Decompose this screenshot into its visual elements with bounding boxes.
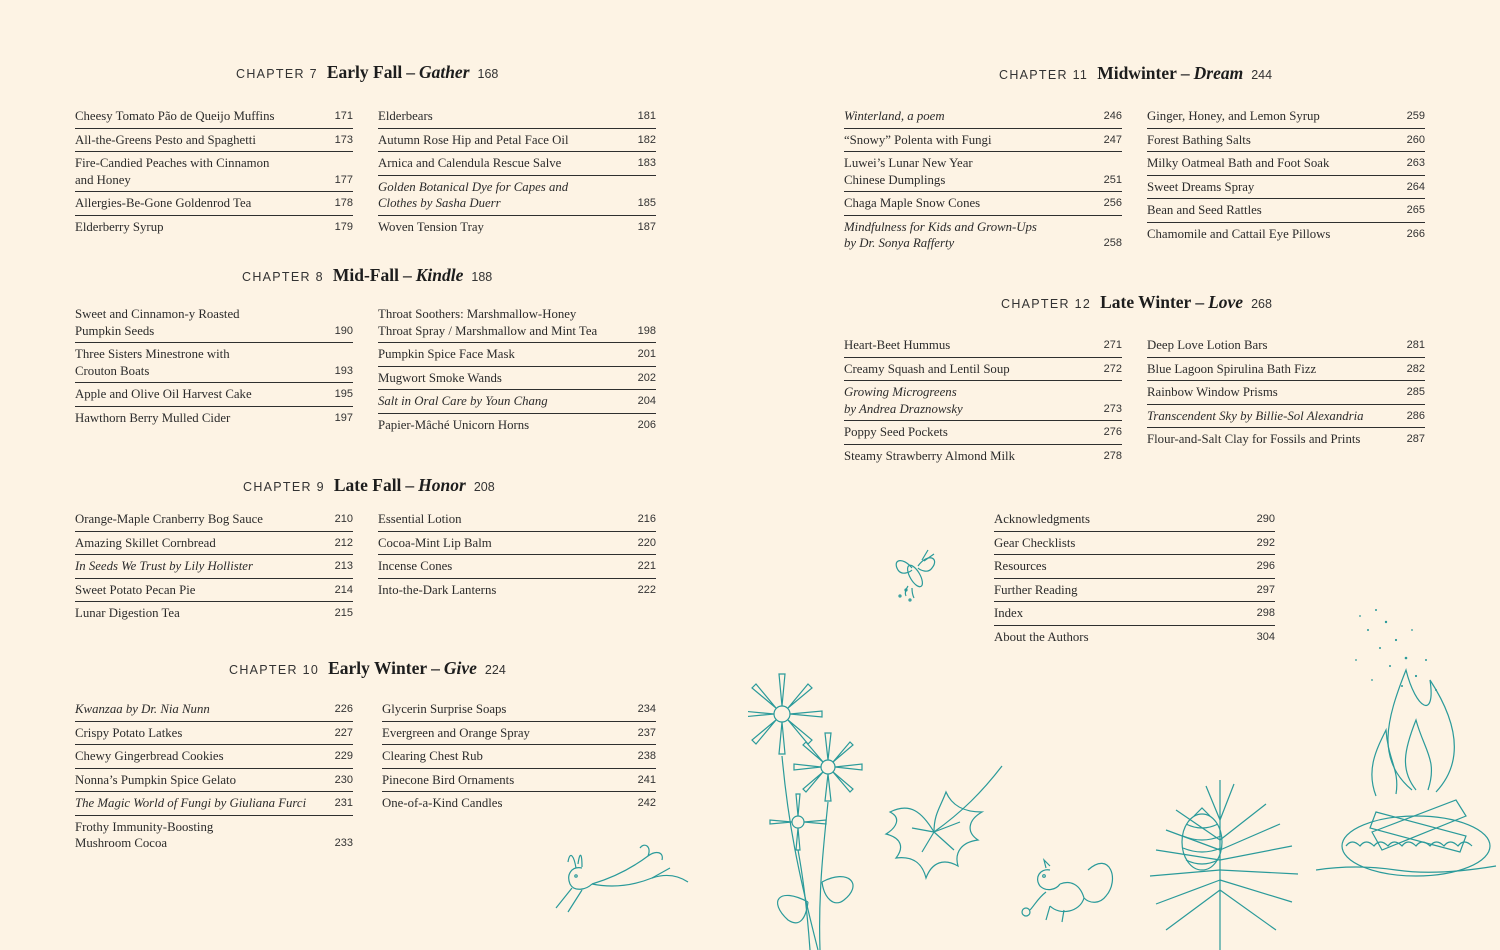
chapter-label: CHAPTER 12: [1001, 297, 1092, 311]
chapter-9-col-2: [378, 511, 656, 604]
toc-entry-title: Gear Checklists: [994, 535, 1076, 550]
toc-entry-title: Frothy Immunity-Boosting Mushroom Cocoa: [75, 819, 214, 850]
toc-entry-page: 298: [1256, 607, 1275, 619]
toc-entry-title: All-the-Greens Pesto and Spaghetti: [75, 132, 256, 147]
toc-entry-page: 276: [1103, 426, 1122, 438]
toc-entry-page: 290: [1256, 513, 1275, 525]
toc-entry: [378, 219, 656, 239]
firefly-icon: [884, 546, 946, 606]
chapter-dash: –: [402, 265, 412, 285]
toc-entry-title: Elderberry Syrup: [75, 219, 164, 234]
toc-entry-title: Pumpkin Spice Face Mask: [378, 347, 515, 361]
toc-entry-page: 212: [334, 536, 353, 549]
chapter-theme: Gather: [418, 62, 470, 82]
toc-entry-page: 278: [1103, 449, 1122, 462]
toc-entry-title: Hawthorn Berry Mulled Cider: [75, 410, 231, 425]
toc-entry: [1147, 337, 1425, 358]
toc-entry-title: About the Authors: [994, 629, 1089, 644]
chapter-dash: –: [1195, 292, 1205, 312]
toc-entry-title: Arnica and Calendula Rescue Salve: [378, 156, 562, 170]
toc-entry: [75, 819, 353, 855]
toc-entry-page: 190: [334, 324, 353, 337]
toc-entry-title: Transcendent Sky by Billie-Sol Alexandria: [1147, 408, 1364, 423]
toc-entry: [1147, 132, 1425, 153]
toc-entry-page: 179: [334, 220, 353, 233]
toc-entry: [75, 386, 353, 407]
toc-entry-title: Pinecone Bird Ornaments: [382, 772, 515, 787]
toc-entry: [378, 132, 656, 153]
chapter-12-col-2: [1147, 337, 1425, 454]
toc-entry-title: Nonna’s Pumpkin Spice Gelato: [75, 772, 237, 787]
toc-entry-title: Growing Microgreens by Andrea Draznowsky: [844, 385, 963, 416]
toc-entry-page: 198: [637, 324, 656, 337]
toc-entry-page: 227: [334, 726, 353, 739]
toc-entry-title: Bean and Seed Rattles: [1147, 203, 1262, 217]
chapter-label: CHAPTER 10: [229, 663, 320, 677]
toc-entry-page: 258: [1103, 237, 1122, 249]
toc-entry: [382, 701, 656, 722]
toc-entry: [75, 410, 353, 430]
chapter-10-col-2: [382, 701, 656, 818]
toc-entry-page: 292: [1256, 536, 1275, 549]
toc-entry-title: Kwanzaa by Dr. Nia Nunn: [75, 702, 210, 716]
toc-entry-page: 230: [334, 773, 353, 786]
toc-entry-page: 285: [1406, 386, 1425, 398]
chapter-title: Late Winter: [1100, 292, 1192, 312]
pinecone-icon: [1136, 780, 1304, 950]
toc-entry-title: One-of-a-Kind Candles: [382, 796, 503, 810]
toc-entry-title: Rainbow Window Prisms: [1147, 385, 1278, 399]
toc-entry-title: Sweet Potato Pecan Pie: [75, 582, 196, 597]
toc-entry-page: 215: [334, 607, 353, 619]
toc-entry: [75, 195, 353, 216]
toc-entry: [844, 448, 1122, 468]
chapter-theme: Love: [1208, 292, 1244, 312]
toc-entry-page: 264: [1406, 180, 1425, 193]
toc-entry-title: Ginger, Honey, and Lemon Syrup: [1147, 109, 1320, 123]
toc-entry: [844, 384, 1122, 421]
toc-entry: [75, 701, 353, 722]
toc-entry-title: Steamy Strawberry Almond Milk: [844, 448, 1015, 463]
toc-entry-title: Throat Soothers: Marshmallow-Honey Throat Spray / Marshmallow and Mint Tea: [378, 307, 598, 338]
chapter-theme: Dream: [1193, 63, 1244, 83]
toc-entry: [75, 772, 353, 793]
toc-entry-title: Flour-and-Salt Clay for Fossils and Prints: [1147, 432, 1361, 446]
chapter-12-heading: [1001, 292, 1272, 313]
toc-entry-page: 229: [334, 750, 353, 762]
toc-entry-title: Papier-Mâché Unicorn Horns: [378, 417, 530, 432]
toc-entry-title: The Magic World of Fungi by Giuliana Furci: [75, 796, 307, 810]
toc-entry-page: 247: [1103, 133, 1122, 146]
toc-entry-title: Elderbears: [378, 109, 433, 123]
toc-entry-title: Fire-Candied Peaches with Cinnamon and Honey: [75, 156, 270, 187]
toc-entry-title: Mindfulness for Kids and Grown-Ups by Dr. Sonya Rafferty: [844, 219, 1037, 250]
chapter-page: 224: [484, 663, 506, 677]
toc-entry-title: Into-the-Dark Lanterns: [378, 582, 497, 597]
toc-entry: [844, 155, 1122, 192]
toc-entry: [75, 605, 353, 625]
toc-entry-title: Chewy Gingerbread Cookies: [75, 749, 224, 763]
toc-entry: [382, 795, 656, 815]
toc-entry-page: 185: [637, 197, 656, 209]
toc-entry: [844, 361, 1122, 382]
chapter-11-col-1: [844, 108, 1122, 258]
toc-entry: [75, 535, 353, 556]
chapter-theme: Honor: [418, 475, 466, 495]
toc-entry-title: Sweet Dreams Spray: [1147, 179, 1255, 194]
toc-entry: [378, 346, 656, 367]
toc-entry-page: 272: [1103, 362, 1122, 375]
toc-entry-page: 237: [637, 726, 656, 739]
chipmunk-icon: [1010, 840, 1120, 924]
toc-entry-page: 296: [1256, 560, 1275, 572]
toc-entry: [382, 725, 656, 746]
toc-entry-page: 216: [637, 513, 656, 525]
toc-entry-title: Golden Botanical Dye for Capes and Clothes by Sasha Duerr: [378, 179, 569, 210]
chapter-dash: –: [405, 475, 415, 495]
toc-entry-page: 181: [637, 110, 656, 122]
toc-entry-title: Incense Cones: [378, 559, 453, 573]
toc-entry: [382, 772, 656, 793]
toc-entry: [75, 108, 353, 129]
toc-entry: [1147, 361, 1425, 382]
toc-entry: [75, 748, 353, 769]
chapter-theme: Give: [443, 658, 477, 678]
toc-entry-title: Resources: [994, 559, 1047, 573]
toc-entry: [994, 605, 1275, 626]
toc-entry-page: 260: [1406, 133, 1425, 146]
toc-entry-page: 263: [1406, 157, 1425, 169]
toc-entry: [1147, 155, 1425, 176]
toc-entry-title: Three Sisters Minestrone with Crouton Boats: [75, 347, 230, 378]
toc-entry: [1147, 431, 1425, 451]
toc-entry-title: Glycerin Surprise Soaps: [382, 702, 507, 716]
toc-entry: [75, 725, 353, 746]
toc-entry: [75, 346, 353, 383]
toc-entry: [1147, 179, 1425, 200]
toc-entry-page: 256: [1103, 197, 1122, 209]
toc-entry-page: 238: [637, 750, 656, 762]
toc-entry: [378, 306, 656, 343]
toc-entry-page: 281: [1406, 339, 1425, 351]
toc-entry-page: 286: [1406, 409, 1425, 422]
toc-entry-title: Forest Bathing Salts: [1147, 132, 1251, 147]
toc-entry-page: 204: [637, 395, 656, 407]
chapter-7-col-2: [378, 108, 656, 241]
toc-entry: [844, 337, 1122, 358]
toc-entry: [994, 535, 1275, 556]
rabbit-icon: [552, 838, 692, 918]
toc-entry: [1147, 408, 1425, 429]
chapter-title: Mid-Fall: [332, 265, 399, 285]
chapter-dash: –: [1180, 63, 1190, 83]
toc-entry: [994, 629, 1275, 649]
toc-entry: [1147, 384, 1425, 405]
toc-entry-page: 187: [637, 220, 656, 233]
chapter-8-heading: [242, 265, 492, 286]
toc-entry-title: Blue Lagoon Spirulina Bath Fizz: [1147, 361, 1317, 376]
toc-entry-page: 193: [334, 364, 353, 377]
toc-entry: [844, 108, 1122, 129]
toc-entry: [378, 179, 656, 216]
toc-entry: [994, 558, 1275, 579]
toc-entry: [1147, 202, 1425, 223]
toc-entry: [378, 417, 656, 437]
toc-entry-page: 214: [334, 583, 353, 596]
toc-entry-title: In Seeds We Trust by Lily Hollister: [75, 559, 253, 573]
toc-entry: [75, 219, 353, 239]
toc-entry-title: Cheesy Tomato Pão de Queijo Muffins: [75, 109, 275, 123]
toc-entry-page: 220: [637, 536, 656, 549]
toc-entry: [378, 558, 656, 579]
toc-entry: [1147, 226, 1425, 246]
toc-entry-page: 297: [1256, 583, 1275, 596]
toc-entry: [75, 155, 353, 192]
chapter-11-heading: [999, 63, 1272, 84]
chapter-page: 188: [471, 270, 493, 284]
toc-entry-page: 233: [334, 837, 353, 849]
chapter-11-col-2: [1147, 108, 1425, 248]
toc-entry-title: Cocoa-Mint Lip Balm: [378, 535, 492, 550]
chapter-page: 168: [477, 67, 499, 81]
chapter-dash: –: [406, 62, 415, 82]
toc-entry: [994, 511, 1275, 532]
toc-entry-page: 201: [637, 348, 656, 360]
toc-entry-title: Evergreen and Orange Spray: [382, 725, 530, 740]
flowers-icon: [748, 672, 888, 950]
chapter-page: 244: [1251, 68, 1273, 82]
chapter-title: Midwinter: [1097, 63, 1177, 83]
toc-entry-page: 177: [334, 173, 353, 186]
toc-entry-page: 221: [637, 560, 656, 572]
toc-entry-title: Creamy Squash and Lentil Soup: [844, 361, 1010, 376]
toc-entry-title: Autumn Rose Hip and Petal Face Oil: [378, 132, 569, 147]
toc-entry-title: Winterland, a poem: [844, 109, 945, 123]
toc-entry-title: Apple and Olive Oil Harvest Cake: [75, 387, 252, 401]
toc-entry-page: 287: [1406, 433, 1425, 445]
toc-entry-title: Crispy Potato Latkes: [75, 725, 183, 740]
toc-entry: [75, 582, 353, 603]
toc-entry: [378, 535, 656, 556]
toc-entry-page: 271: [1103, 339, 1122, 351]
backmatter-list: [994, 511, 1275, 651]
toc-entry: [75, 132, 353, 153]
toc-entry-page: 171: [334, 110, 353, 122]
toc-entry: [382, 748, 656, 769]
toc-entry-page: 242: [637, 797, 656, 809]
toc-entry: [378, 582, 656, 602]
chapter-label: CHAPTER 8: [242, 270, 324, 284]
toc-entry-page: 282: [1406, 362, 1425, 375]
toc-entry-title: Milky Oatmeal Bath and Foot Soak: [1147, 156, 1330, 170]
toc-entry: [844, 195, 1122, 216]
toc-entry-page: 251: [1103, 173, 1122, 186]
toc-entry-page: 231: [334, 797, 353, 809]
chapter-label: CHAPTER 7: [236, 67, 318, 81]
toc-entry: [844, 424, 1122, 445]
toc-entry: [75, 558, 353, 579]
chapter-title: Early Winter: [328, 658, 428, 678]
toc-entry-title: Amazing Skillet Cornbread: [75, 535, 216, 550]
toc-entry-page: 259: [1406, 110, 1425, 122]
toc-entry-title: Orange-Maple Cranberry Bog Sauce: [75, 512, 263, 526]
campfire-icon: [1316, 600, 1500, 900]
toc-entry-title: Poppy Seed Pockets: [844, 425, 948, 439]
toc-entry-title: Allergies-Be-Gone Goldenrod Tea: [75, 196, 252, 210]
toc-entry-page: 213: [334, 560, 353, 572]
toc-entry: [378, 393, 656, 414]
toc-entry-page: 182: [637, 133, 656, 146]
toc-entry-page: 173: [334, 133, 353, 146]
toc-entry-title: Luwei’s Lunar New Year Chinese Dumplings: [844, 156, 973, 187]
toc-entry-title: Heart-Beet Hummus: [844, 338, 951, 352]
toc-entry-page: 273: [1103, 402, 1122, 415]
chapter-10-col-1: [75, 701, 353, 858]
toc-entry-page: 206: [637, 418, 656, 431]
toc-entry-title: Deep Love Lotion Bars: [1147, 338, 1268, 352]
toc-entry-page: 202: [637, 371, 656, 384]
toc-entry: [378, 511, 656, 532]
chapter-theme: Kindle: [415, 265, 464, 285]
toc-entry: [75, 306, 353, 343]
toc-entry-page: 210: [334, 513, 353, 525]
chapter-7-col-1: [75, 108, 353, 241]
leaf-icon: [882, 762, 1006, 880]
toc-entry-title: Index: [994, 606, 1024, 620]
toc-entry-page: 178: [334, 197, 353, 209]
chapter-page: 208: [473, 480, 495, 494]
toc-entry: [844, 219, 1122, 255]
toc-entry-title: Acknowledgments: [994, 512, 1090, 526]
toc-entry-page: 304: [1256, 630, 1275, 643]
chapter-title: Late Fall: [333, 475, 402, 495]
toc-entry-page: 195: [334, 388, 353, 400]
toc-entry-title: Further Reading: [994, 582, 1078, 597]
toc-entry-page: 265: [1406, 204, 1425, 216]
toc-entry-title: Salt in Oral Care by Youn Chang: [378, 394, 548, 408]
toc-entry-page: 234: [637, 703, 656, 715]
chapter-8-col-2: [378, 306, 656, 439]
chapter-7-heading: [236, 62, 498, 83]
toc-entry-title: Sweet and Cinnamon-y Roasted Pumpkin Seeds: [75, 307, 240, 338]
toc-entry: [378, 155, 656, 176]
toc-entry-page: 246: [1103, 110, 1122, 122]
chapter-10-heading: [229, 658, 506, 679]
toc-entry-page: 266: [1406, 227, 1425, 240]
toc-entry-page: 226: [334, 703, 353, 715]
chapter-9-heading: [243, 475, 495, 496]
toc-entry-title: Woven Tension Tray: [378, 219, 484, 234]
chapter-page: 268: [1251, 297, 1272, 311]
toc-entry: [75, 511, 353, 532]
chapter-title: Early Fall: [326, 62, 403, 82]
toc-entry: [378, 108, 656, 129]
toc-entry-title: Chaga Maple Snow Cones: [844, 196, 981, 210]
toc-entry-title: Chamomile and Cattail Eye Pillows: [1147, 226, 1331, 241]
toc-entry-page: 183: [637, 157, 656, 169]
toc-entry: [75, 795, 353, 816]
toc-entry-title: “Snowy” Polenta with Fungi: [844, 132, 992, 147]
toc-entry: [378, 370, 656, 391]
toc-entry-title: Clearing Chest Rub: [382, 749, 483, 763]
toc-entry-page: 241: [637, 773, 656, 786]
toc-entry-title: Lunar Digestion Tea: [75, 606, 180, 620]
toc-entry: [994, 582, 1275, 603]
chapter-label: CHAPTER 11: [999, 68, 1089, 82]
toc-entry: [1147, 108, 1425, 129]
toc-entry-title: Mugwort Smoke Wands: [378, 370, 502, 385]
chapter-8-col-1: [75, 306, 353, 432]
chapter-12-col-1: [844, 337, 1122, 470]
toc-entry-title: Essential Lotion: [378, 512, 462, 526]
toc-entry-page: 222: [637, 583, 656, 596]
chapter-label: CHAPTER 9: [243, 480, 325, 494]
chapter-dash: –: [431, 658, 440, 678]
toc-entry-page: 197: [334, 411, 353, 424]
chapter-9-col-1: [75, 511, 353, 628]
toc-entry: [844, 132, 1122, 153]
